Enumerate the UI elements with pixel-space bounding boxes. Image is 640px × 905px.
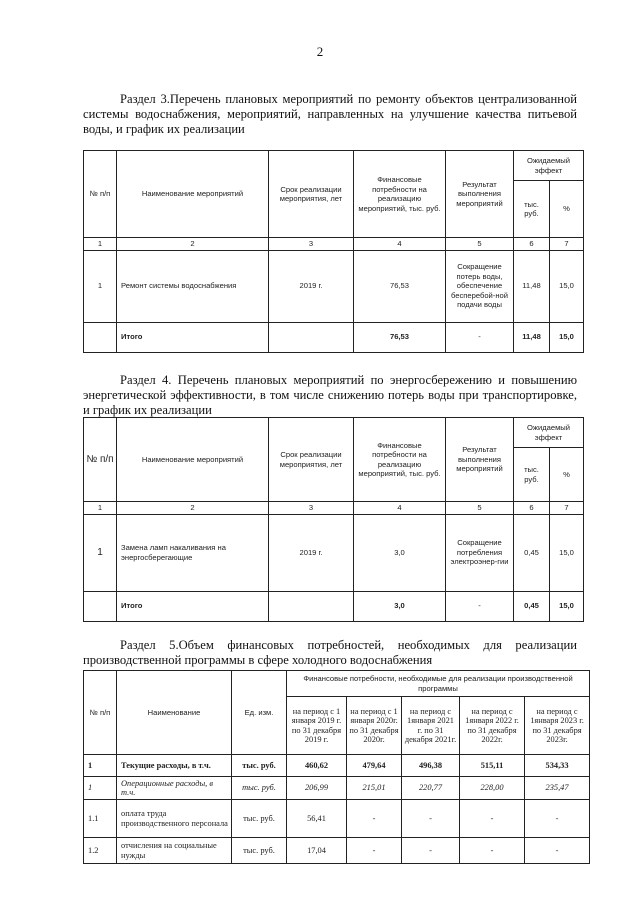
section5-table [83,670,590,864]
row-num: 1 [84,250,117,322]
row-result: Сокращение потерь воды, обеспечение бесперебой-ной подачи воды [446,250,514,322]
header-finance: Финансовые потребности на реализацию мероприятий, тыс. руб. [354,418,446,502]
header-result: Результат выполнения мероприятий [446,418,514,502]
col-number: 7 [550,238,584,251]
row-value: 460,62 [287,755,347,777]
header-period: на период с 1января 2022 г. по 31 декабря 2022г. [460,697,525,755]
row-num: 1 [84,755,117,777]
row-finance: 3,0 [354,514,446,591]
row-value: 515,11 [460,755,525,777]
table-row [84,838,590,864]
row-pct: 15,0 [550,250,584,322]
total-pct: 15,0 [550,322,584,352]
section5-title: Раздел 5.Объем финансовых потребностей, необходимых для реализации производственной программы в сфере холодного водоснабжения [83,638,577,667]
section4-title: Раздел 4. Перечень плановых мероприятий по энергосбережению и повышению энергетической эффективности, в том числе снижению потерь воды при транспортировке, и график их реализации [83,373,577,417]
row-name: Ремонт системы водоснабжения [117,250,269,322]
row-term: 2019 г. [269,250,354,322]
row-name: отчисления на социальные нужды [117,838,232,864]
total-finance: 76,53 [354,322,446,352]
total-finance: 3,0 [354,591,446,621]
row-value: - [347,800,402,838]
col-number: 5 [446,502,514,515]
total-rub: 0,45 [514,591,550,621]
row-num: 1 [84,514,117,591]
row-value: - [402,838,460,864]
total-label: Итого [117,322,269,352]
table-row [84,250,584,322]
row-name: Текущие расходы, в т.ч. [117,755,232,777]
header-num: № п/п [84,151,117,238]
header-period: на период с 1 января 2020г. по 31 декабря 2020г. [347,697,402,755]
col-number: 4 [354,238,446,251]
row-num: 1.2 [84,838,117,864]
row-result: Сокращение потребления электроэнер-гии [446,514,514,591]
row-unit: тыс. руб. [232,838,287,864]
header-name: Наименование мероприятий [117,418,269,502]
header-effect-pct: % [550,181,584,238]
row-name: оплата труда производственного персонала [117,800,232,838]
header-period: на период с 1января 2021 г. по 31 декабря 2021г. [402,697,460,755]
table-row [84,514,584,591]
row-value: - [460,838,525,864]
total-rub: 11,48 [514,322,550,352]
total-row [84,591,584,621]
row-name: Замена ламп накаливания на энергосберегающие [117,514,269,591]
header-num: № п/п [84,671,117,755]
col-number: 6 [514,238,550,251]
header-term: Срок реализации мероприятия, лет [269,418,354,502]
table-row [84,755,590,777]
total-result: - [446,591,514,621]
col-number: 1 [84,502,117,515]
col-number: 6 [514,502,550,515]
header-period: на период с 1 января 2019 г. по 31 декабря 2019 г. [287,697,347,755]
header-finance: Финансовые потребности на реализацию мероприятий, тыс. руб. [354,151,446,238]
header-unit: Ед. изм. [232,671,287,755]
row-rub: 11,48 [514,250,550,322]
table-row [84,777,590,800]
header-effect: Ожидаемый эффект [514,418,584,448]
section3-title: Раздел 3.Перечень плановых мероприятий по ремонту объектов централизованной системы водоснабжения, мероприятий, направленных на улучшение качества питьевой воды, и график их реализации [83,92,577,136]
section4-table [83,417,584,622]
row-value: 235,47 [525,777,590,800]
row-value: 496,38 [402,755,460,777]
col-number: 5 [446,238,514,251]
header-effect-pct: % [550,448,584,502]
row-value: - [347,838,402,864]
total-result: - [446,322,514,352]
row-value: 215,01 [347,777,402,800]
col-number: 2 [117,238,269,251]
total-label: Итого [117,591,269,621]
header-finance-group: Финансовые потребности, необходимые для реализации производственной программы [287,671,590,697]
header-term: Срок реализации мероприятия, лет [269,151,354,238]
row-value: 228,00 [460,777,525,800]
header-effect: Ожидаемый эффект [514,151,584,181]
row-unit: тыс. руб. [232,777,287,800]
table-row [84,800,590,838]
row-value: 220,77 [402,777,460,800]
header-period: на период с 1января 2023 г. по 31 декабря 2023г. [525,697,590,755]
row-rub: 0,45 [514,514,550,591]
header-num: № п/п [84,418,117,502]
col-number: 2 [117,502,269,515]
header-effect-rub: тыс. руб. [514,181,550,238]
section3-table [83,150,584,353]
header-result: Результат выполнения мероприятий [446,151,514,238]
col-number: 1 [84,238,117,251]
row-value: - [402,800,460,838]
row-num: 1 [84,777,117,800]
page-number: 2 [316,44,324,59]
row-value: 56,41 [287,800,347,838]
row-value: 479,64 [347,755,402,777]
header-name: Наименование мероприятий [117,151,269,238]
row-pct: 15,0 [550,514,584,591]
row-value: 17,04 [287,838,347,864]
header-effect-rub: тыс. руб. [514,448,550,502]
row-unit: тыс. руб. [232,755,287,777]
row-finance: 76,53 [354,250,446,322]
row-value: - [525,838,590,864]
total-pct: 15,0 [550,591,584,621]
col-number: 3 [269,238,354,251]
row-value: - [460,800,525,838]
row-value: 534,33 [525,755,590,777]
row-unit: тыс. руб. [232,800,287,838]
col-number: 3 [269,502,354,515]
row-name: Операционные расходы, в т.ч. [117,777,232,800]
col-number: 4 [354,502,446,515]
row-term: 2019 г. [269,514,354,591]
col-number: 7 [550,502,584,515]
row-num: 1.1 [84,800,117,838]
row-value: 206,99 [287,777,347,800]
row-value: - [525,800,590,838]
total-row [84,322,584,352]
header-name: Наименование [117,671,232,755]
